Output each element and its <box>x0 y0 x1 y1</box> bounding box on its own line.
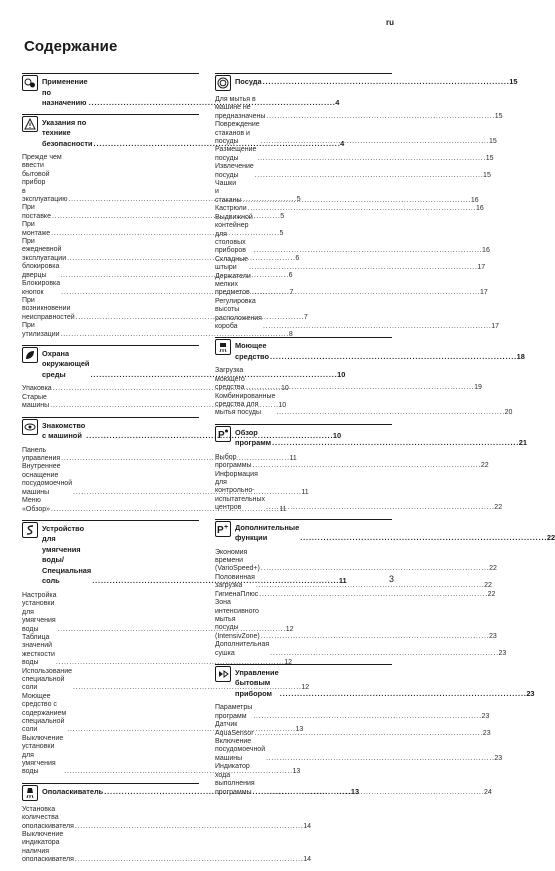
entry-text: Индикатор хода выполнения программы <box>215 763 255 796</box>
section-title-text: Дополнительные функции <box>235 522 300 543</box>
entry-page-number: 16 <box>475 205 484 213</box>
section-title-text: Ополаскиватель <box>42 786 104 796</box>
leader-dots <box>243 197 470 205</box>
entry-page-number: 7 <box>303 313 308 321</box>
entry-page-number: 17 <box>477 264 486 272</box>
leader-dots <box>300 533 546 544</box>
leader-dots <box>261 633 488 641</box>
toc-section-header[interactable] <box>215 519 555 544</box>
toc-entry[interactable] <box>215 590 496 599</box>
toc-entry[interactable] <box>215 573 492 591</box>
entry-text: При монтаже <box>22 221 51 237</box>
entry-page-number: 15 <box>483 171 491 179</box>
section-title-text: Применение по назначению <box>42 77 88 107</box>
section-page-number: 13 <box>350 786 360 796</box>
entry-text: Выключение индикатора наличия ополаскивателя <box>22 831 74 864</box>
leader-dots <box>253 713 480 721</box>
leader-dots <box>256 786 483 797</box>
entry-page-number: 16 <box>470 196 479 204</box>
entry-page-number: 12 <box>284 659 292 667</box>
entry-text: Выключение установки для умягчения воды <box>22 734 64 776</box>
entry-text: При возникновении неисправностей <box>22 296 75 321</box>
entry-text: Чашки и стаканы <box>215 180 242 204</box>
toc-entry[interactable] <box>215 721 491 738</box>
entry-text: Загрузка моющего средства <box>215 367 245 392</box>
toc-entry[interactable] <box>22 831 311 865</box>
leader-dots <box>280 689 526 700</box>
leader-dots <box>249 264 476 272</box>
entry-text: Настройка установки для умягчения воды <box>22 591 57 633</box>
entry-text: Зона интенсивного мытья посуды (IntensivZone) <box>215 599 260 640</box>
toc-entry[interactable] <box>215 763 492 797</box>
toc-section-header[interactable] <box>215 664 535 700</box>
entry-page-number: 15 <box>488 138 497 146</box>
toc-entry[interactable] <box>215 392 513 418</box>
leader-dots <box>246 384 473 392</box>
additional-functions-icon <box>215 521 231 537</box>
toc-entry[interactable] <box>22 238 300 263</box>
entry-page-number: 11 <box>279 505 287 513</box>
toc-entry[interactable] <box>215 641 507 658</box>
entry-text: Включение посудомоечной машины <box>215 738 266 762</box>
entry-text: Экономия времени (VarioSpeed+) <box>215 548 260 573</box>
leader-dots <box>255 172 482 180</box>
section-title-text: Устройство для умягчения воды/Специальная соль <box>42 523 92 586</box>
entry-page-number: 22 <box>484 582 492 590</box>
entry-page-number: 12 <box>285 625 294 633</box>
detergent-icon <box>215 339 231 355</box>
entry-page-number: 23 <box>489 632 497 640</box>
programs-icon <box>215 426 231 442</box>
entry-page-number: 20 <box>504 409 513 417</box>
entry-text: Регулировка высоты расположения короба <box>215 297 262 330</box>
dishes-info-icon <box>22 75 38 91</box>
plate-icon <box>215 75 231 91</box>
entry-page-number: 22 <box>494 504 503 512</box>
toc-entry-list <box>215 704 503 796</box>
entry-text: Держатели мелких предметов <box>215 272 251 297</box>
toc-section-title <box>235 521 555 544</box>
entry-text: При поставке <box>22 204 51 220</box>
toc-section-header[interactable] <box>215 73 518 91</box>
toc-section-title <box>235 426 527 449</box>
svg-text:P: P <box>217 524 224 536</box>
toc-section-title <box>235 75 517 88</box>
toc-entry-list <box>22 805 311 865</box>
toc-entry-list <box>215 453 503 513</box>
toc-entry[interactable] <box>215 599 497 641</box>
toc-entry[interactable] <box>215 470 503 513</box>
entry-text: Для мытья в машине не предназначены <box>215 96 266 120</box>
entry-page-number: 23 <box>498 649 507 657</box>
entry-text: Кастрюли <box>215 205 247 213</box>
section-title-text: Обзор программ <box>235 427 272 448</box>
leader-dots <box>261 565 488 573</box>
leader-dots <box>266 113 493 121</box>
leader-dots <box>75 823 302 831</box>
section-page-number: 23 <box>526 688 535 698</box>
section-page-number: 4 <box>340 138 345 148</box>
section-page-number: 21 <box>518 438 527 448</box>
entry-page-number: 17 <box>491 322 500 330</box>
toc-entry-list <box>215 96 503 331</box>
entry-page-number: 7 <box>289 288 294 296</box>
entry-text: Повреждение стаканов и посуды <box>215 121 260 146</box>
page-number: 3 <box>388 574 394 584</box>
entry-page-number: 5 <box>280 212 285 220</box>
toc-entry[interactable] <box>215 704 490 721</box>
rinse-aid-icon <box>22 785 38 801</box>
entry-text: Параметры программ <box>215 704 253 720</box>
entry-page-number: 15 <box>485 154 494 162</box>
svg-text:P: P <box>218 429 225 441</box>
entry-page-number: 10 <box>278 402 287 410</box>
toc-entry[interactable] <box>215 272 488 298</box>
entry-text: Блокировка кнопок <box>22 280 61 296</box>
toc-entry[interactable] <box>215 163 491 180</box>
toc-entry[interactable] <box>215 367 482 392</box>
entry-page-number: 6 <box>295 254 300 262</box>
entry-page-number: 13 <box>292 768 301 776</box>
entry-page-number: 10 <box>280 385 289 393</box>
entry-text: Выдвижной контейнер для столовых приборов <box>215 213 253 255</box>
entry-page-number: 22 <box>480 462 489 470</box>
toc-right-column <box>215 73 555 803</box>
entry-page-number: 24 <box>483 788 492 796</box>
entry-page-number: 23 <box>494 754 503 762</box>
toc-entry-list <box>215 367 513 417</box>
entry-text: Внутреннее оснащение посудомоечной машины <box>22 463 73 496</box>
leader-dots <box>257 155 484 163</box>
leader-dots <box>266 504 493 512</box>
entry-text: Датчик AquaSensor <box>215 721 254 737</box>
entry-text: Складные штыри <box>215 255 249 272</box>
section-title-text: Охрана окружающей среды <box>42 348 90 379</box>
entry-text: блокировка дверцы <box>22 263 60 279</box>
entry-page-number: 5 <box>296 196 301 204</box>
leader-dots <box>248 205 475 213</box>
entry-page-number: 23 <box>481 712 490 720</box>
leader-dots <box>252 289 479 297</box>
entry-text: Моющее средство с содержанием специальной соли <box>22 692 67 734</box>
toc-section-header[interactable] <box>22 783 360 801</box>
entry-page-number: 15 <box>494 112 503 120</box>
water-softener-icon <box>22 522 38 538</box>
page-title: Содержание <box>24 38 118 55</box>
entry-page-number: 5 <box>279 229 284 237</box>
toc-section-title <box>235 666 535 700</box>
entry-text: Панель управления <box>22 446 61 463</box>
entry-text: При ежедневной эксплуатации <box>22 238 67 262</box>
entry-text: Информация для контрольно- испытательных центров <box>215 470 266 512</box>
leader-dots <box>255 730 482 738</box>
toc-entry[interactable] <box>215 180 479 205</box>
section-title-text: Знакомство с машиной <box>42 420 86 441</box>
toc-entry[interactable] <box>215 205 484 213</box>
toc-entry[interactable] <box>215 255 486 273</box>
leader-dots <box>259 591 486 599</box>
leader-dots <box>266 755 493 763</box>
section-page-number: 4 <box>335 98 340 107</box>
section-title-text: Посуда <box>235 77 262 86</box>
leader-dots <box>253 462 480 470</box>
toc-entry[interactable] <box>215 96 503 121</box>
toc-section <box>215 73 518 331</box>
entry-text: Извлечение посуды <box>215 163 254 179</box>
entry-text: Таблица значений жесткости воды <box>22 633 55 667</box>
section-page-number: 11 <box>338 576 347 586</box>
entry-text: ГигиенаПлюс <box>215 590 259 598</box>
leader-dots <box>254 247 481 255</box>
entry-page-number: 17 <box>480 289 488 297</box>
environment-leaf-icon <box>22 347 38 363</box>
section-page-number: 15 <box>509 77 518 86</box>
toc-entry[interactable] <box>215 146 494 163</box>
section-title-text: Указания по технике безопасности <box>42 117 93 148</box>
entry-text: Дополнительная сушка <box>215 641 270 657</box>
leader-dots <box>261 138 488 146</box>
entry-text: Старые машины <box>22 393 50 410</box>
entry-page-number: 13 <box>295 726 304 734</box>
toc-entry[interactable] <box>215 121 497 146</box>
toc-entry[interactable] <box>22 322 293 339</box>
warning-triangle-icon <box>22 116 38 132</box>
svg-text:+: + <box>224 523 229 531</box>
leader-dots <box>75 856 302 864</box>
toc-entry[interactable] <box>22 385 289 393</box>
entry-page-number: 11 <box>289 455 297 463</box>
entry-text: Упаковка <box>22 385 52 393</box>
section-title-text: Управление бытовым прибором <box>235 667 279 698</box>
section-page-number: 10 <box>337 369 346 379</box>
toc-section <box>22 783 360 865</box>
toc-entry[interactable] <box>22 497 287 514</box>
entry-text: Половинная загрузка <box>215 573 255 590</box>
entry-page-number: 14 <box>303 856 311 864</box>
toc-section <box>215 519 555 658</box>
leader-dots <box>270 352 516 363</box>
entry-page-number: 6 <box>288 271 293 279</box>
toc-entry[interactable] <box>22 805 311 831</box>
entry-page-number: 22 <box>489 565 497 573</box>
section-page-number: 18 <box>516 351 525 361</box>
toc-entry[interactable] <box>215 213 490 256</box>
entry-text: Меню «Обзор» <box>22 497 51 513</box>
leader-dots <box>270 650 497 658</box>
leader-dots <box>256 582 483 590</box>
toc-section-title <box>235 339 525 362</box>
eye-icon <box>22 419 38 435</box>
entry-page-number: 11 <box>301 488 309 496</box>
entry-text: При утилизации <box>22 322 60 338</box>
toc-entry[interactable] <box>215 738 503 763</box>
toc-section <box>215 424 527 513</box>
entry-page-number: 23 <box>482 729 491 737</box>
entry-text: Размещение посуды <box>215 146 257 162</box>
toc-entry[interactable] <box>215 453 489 471</box>
toc-section <box>215 337 525 417</box>
entry-page-number: 12 <box>301 684 310 692</box>
leader-dots <box>263 77 509 88</box>
toc-entry[interactable] <box>215 297 500 332</box>
entry-page-number: 22 <box>487 590 496 598</box>
entry-page-number: 8 <box>288 330 293 338</box>
entry-text: Прежде чем ввести бытовой прибор в эксплуатацию <box>22 154 68 204</box>
language-code: ru <box>386 18 394 27</box>
entry-page-number: 16 <box>482 247 490 255</box>
entry-text: Установка количества ополаскивателя <box>22 805 74 830</box>
appliance-control-icon <box>215 666 231 682</box>
entry-page-number: 14 <box>303 822 311 830</box>
entry-text: Комбинированные средства для мытья посуды <box>215 392 276 417</box>
section-title-text: Моющее средство <box>235 341 270 361</box>
leader-dots <box>263 323 490 331</box>
section-page-number: 22 <box>546 533 555 543</box>
entry-text: Выбор программы <box>215 453 252 470</box>
toc-entry-list <box>215 548 507 658</box>
toc-section <box>215 664 535 797</box>
toc-section-header[interactable] <box>215 424 527 449</box>
section-page-number: 10 <box>332 431 342 441</box>
toc-entry[interactable] <box>22 221 284 238</box>
toc-section-header[interactable] <box>215 337 525 362</box>
leader-dots <box>272 438 518 449</box>
leader-dots <box>276 409 503 417</box>
entry-page-number: 19 <box>474 384 482 392</box>
toc-entry[interactable] <box>215 548 497 574</box>
entry-text: Использование специальной соли <box>22 667 73 692</box>
